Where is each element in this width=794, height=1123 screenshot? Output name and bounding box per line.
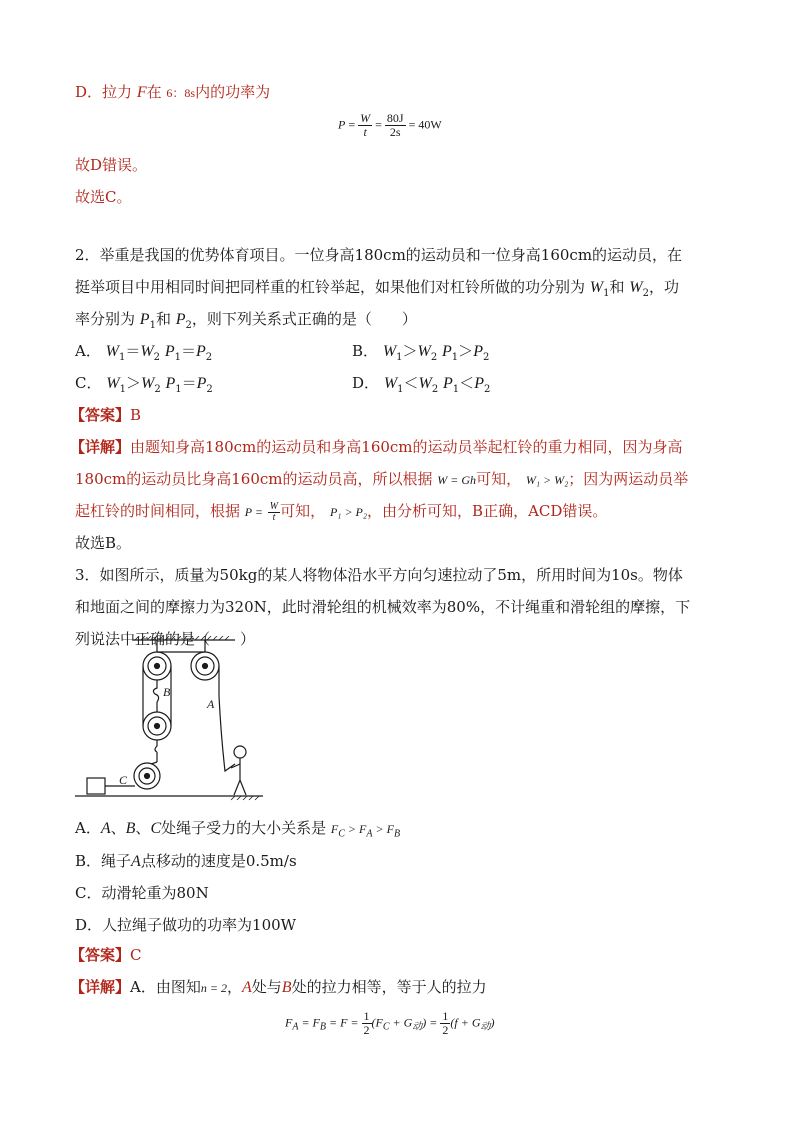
q2-option-a[interactable] [75,341,212,368]
label: C． [75,374,102,392]
sub: 2 [153,352,161,363]
rel: ＞ [458,342,474,360]
f: F [386,822,394,836]
sym: P [196,375,207,392]
text: ，功 [649,278,680,296]
prev-option-d-line [75,82,270,103]
text: 180cm的运动员比身高160cm的运动员高，所以根据 [75,470,433,488]
fixed-pulley-left [143,652,171,680]
text: ；因为两运动员举 [568,470,689,488]
rel: ＞ [402,342,418,360]
text: ，由分析可知，B正确，ACD错误。 [367,502,608,520]
text: 在 [146,83,162,101]
sub: A [292,1021,299,1033]
text: 由题知身高180cm的运动员和身高160cm的运动员举起杠铃的重力相同，因为身高 [130,438,683,456]
q3-option-a[interactable] [75,818,400,844]
eq-p: P = [244,505,264,519]
person [231,746,246,795]
sym: W [589,279,604,296]
text: 可知， [280,502,326,520]
label: D． [352,374,380,392]
sub: 2 [483,384,491,395]
sym: P [196,343,206,360]
sub: 2 [431,384,439,395]
q3-option-d[interactable]: D．人拉绳子做功的功率为100W [75,916,297,934]
sym: P [139,311,150,328]
sym: W [383,375,398,392]
eq-result: 40W [418,117,442,132]
sym: C [150,820,162,837]
sub: 动 [480,1021,491,1033]
rope-a [219,666,235,771]
sub: A [366,828,373,840]
pulley-bottom [134,763,160,789]
f: F [330,822,339,836]
q2-option-d[interactable] [352,373,490,400]
sub: 动 [412,1021,423,1033]
text: D．拉力 [75,83,133,101]
sym: P [164,343,175,360]
sub: 1 [396,352,403,363]
sub: 2 [430,352,438,363]
rel: ＞ [125,374,141,392]
label: B． [352,342,379,360]
text: 和 [609,278,625,296]
sub: 1 [119,384,126,395]
sym: A [241,979,252,996]
q2-answer [70,405,141,425]
sym: W [629,279,643,296]
sub: 1 [174,352,181,363]
q3-line2: 和地面之间的摩擦力为320N，此时滑轮组的机械效率为80%，不计绳重和滑轮组的摩擦，下 [75,598,691,616]
text: = F [298,1015,320,1030]
sub: 1 [175,384,182,395]
sym: B [281,979,292,996]
sym: P [165,375,176,392]
eq-n: n = 2 [200,981,227,995]
q3-line1: 3．如图所示，质量为50kg的某人将物体沿水平方向匀速拉动了5m，所用时间为10s。物体 [75,566,683,584]
detail-tag: 【详解】 [70,438,131,456]
force-equation [285,1010,494,1037]
label-c: C [119,773,128,787]
box [87,778,105,794]
q2-line2 [75,277,679,304]
text: 处与 [251,978,282,996]
num: W [269,500,279,512]
sep: 、 [135,819,151,837]
eq-p: P [338,117,346,132]
sym: W [106,375,120,392]
fraction-80j-2s [385,112,406,139]
fraction-w-t [358,112,372,139]
label-b: B [163,685,171,699]
f: F [285,1015,293,1030]
num: 80J [386,111,404,125]
sub: 1 [149,320,156,331]
text: 和 [155,310,171,328]
sym: W [382,343,397,360]
text: ) [490,1015,495,1030]
gt: > [372,822,387,836]
text: B．绳子 [75,852,132,870]
pulley-diagram [75,636,275,804]
text: 挺举项目中用相同时间把同样重的杠铃举起，如果他们对杠铃所做的功分别为 [75,278,586,296]
sep: 、 [110,819,126,837]
eq-p1-gt-p2: P₁ > P₂ [329,505,368,519]
rel: ＝ [181,374,197,392]
sym: W [418,375,432,392]
time-interval: 6：8s [166,86,196,100]
sub: 2 [185,320,192,331]
force-relation [330,822,401,840]
q2-line1: 2．举重是我国的优势体育项目。一位身高180cm的运动员和一位身高160cm的运动员，在 [75,246,683,264]
den: 2s [389,125,401,139]
text: 可知， [476,470,522,488]
fraction-half [362,1010,372,1037]
answer-value: C [130,946,142,964]
num: 1 [363,1009,370,1023]
answer-tag: 【答案】 [70,946,131,964]
q2-option-c[interactable] [75,373,213,400]
q3-option-c[interactable]: C．动滑轮重为80N [75,884,209,902]
text: A．由图知 [130,978,201,996]
movable-pulley-middle [143,712,171,740]
label-a: A [207,697,215,711]
text: 起杠铃的时间相同，根据 [75,502,241,520]
sym: P [474,375,484,392]
answer-value: B [130,406,142,424]
var-f: F [136,84,147,101]
power-equation: P = $\frac{W}{t}$ = $\frac{80J}{2s}$ = 40W [338,111,442,139]
q3-line3: 列说法中正确的是（ ） [75,630,256,648]
text: 点移动的速度是0.5m/s [140,852,297,870]
sym: B [125,820,136,837]
eq-w-gh: W = Gh [437,473,477,487]
sym: A [131,853,141,870]
sub: B [393,828,401,840]
sym: P [473,343,483,360]
sym: P [443,375,453,392]
den: t [272,511,276,523]
q2-detail-line1 [70,437,683,457]
sym: P [442,343,452,360]
text: (F [371,1015,383,1030]
rel: ＝ [125,342,141,360]
sub: 2 [205,352,213,363]
sub: 1 [397,384,404,395]
sub: 2 [206,384,213,395]
sub: B [319,1021,326,1033]
f: F [359,822,367,836]
choose-b: 故选B。 [75,534,132,552]
den: t [363,125,367,139]
q3-option-b[interactable] [75,851,297,872]
rel: ＜ [403,374,419,392]
sym: W [140,375,155,392]
sub: C [382,1021,390,1033]
text: + G [389,1015,413,1030]
text: 处绳子受力的大小关系是 [161,819,327,837]
choose-c: 故选C。 [75,188,132,206]
sym: W [140,343,154,360]
den: 2 [442,1023,449,1037]
fixed-pulley-right [191,652,219,680]
sub: 1 [603,288,610,299]
text: ，则下列关系式正确的是（ ） [191,310,417,328]
fraction-w-t [268,502,280,523]
rel: ＜ [459,374,475,392]
q2-line3 [75,309,417,336]
text: 内的功率为 [195,83,271,101]
q2-detail-line3 [75,501,607,523]
gt: > [344,822,360,836]
d-wrong: 故D错误。 [75,156,148,174]
detail-tag: 【详解】 [70,978,131,996]
sub: 2 [642,288,649,299]
label: A． [75,819,101,837]
sym: W [417,343,431,360]
eq-w1-gt-w2: W₁ > W₂ [525,473,569,487]
sub: 2 [154,384,161,395]
rel: ＝ [180,342,196,360]
sym: P [175,311,186,328]
num: W [360,111,371,125]
sub: C [338,828,345,840]
fraction-half [440,1010,450,1037]
q3-answer [70,945,142,965]
text: ， [226,978,242,996]
q2-detail-line2 [75,469,688,490]
text: (f + G [450,1015,481,1030]
q2-option-b[interactable] [352,341,489,368]
sym: A [100,820,111,837]
sub: 2 [482,352,490,363]
text: 处的拉力相等，等于人的拉力 [291,978,487,996]
num: 1 [442,1009,449,1023]
hook-b [153,680,158,702]
text: = F = [326,1015,362,1030]
label: A． [75,342,101,360]
q3-detail-line [70,977,487,998]
text: ) = [422,1015,441,1030]
den: 2 [363,1023,370,1037]
sub: 1 [118,352,126,363]
answer-tag: 【答案】 [70,406,131,424]
sym: W [105,343,119,360]
sub: 1 [451,352,459,363]
text: 率分别为 [75,310,136,328]
sub: 1 [452,384,460,395]
